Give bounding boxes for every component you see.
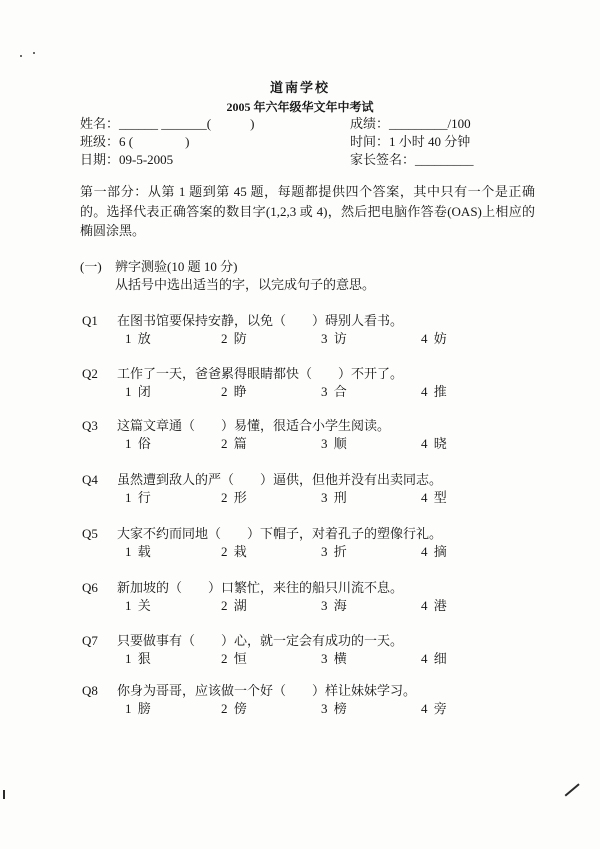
question-q5 (80, 526, 550, 562)
option-1: 1 关 (125, 598, 151, 613)
scan-speck (33, 52, 35, 54)
time-field (350, 134, 470, 150)
time-label: 时间： (350, 134, 390, 149)
school-name: 道南学校 (269, 80, 330, 95)
answer-options (125, 651, 505, 667)
part-one-instruction-line: 椭圆涂黑。 (80, 223, 146, 238)
answer-options (125, 436, 505, 452)
option-4: 4 推 (421, 384, 447, 399)
question-text: 大家不约而同地（ ）下帽子，对着孔子的塑像行礼。 (117, 526, 443, 541)
scan-mark-left (3, 790, 5, 799)
option-4: 4 旁 (421, 701, 447, 716)
time-value: 1 小时 40 分钟 (389, 134, 471, 149)
part-one-instruction-line: 第一部分：从第 1 题到第 45 题，每题都提供四个答案，其中只有一个是正确 (80, 184, 535, 199)
answer-options (125, 598, 505, 614)
answer-options (125, 490, 505, 506)
score-label: 成绩： (350, 116, 390, 131)
option-3: 3 顺 (321, 436, 347, 451)
question-q1 (80, 313, 550, 349)
class-label: 班级： (80, 134, 120, 149)
option-4: 4 摘 (421, 544, 447, 559)
question-number: Q8 (82, 683, 98, 698)
answer-options (125, 544, 505, 560)
section-title: 辨字测验(10 题 10 分) (115, 259, 238, 274)
scan-speck (20, 55, 22, 57)
option-1: 1 膀 (125, 701, 151, 716)
option-3: 3 访 (321, 331, 347, 346)
scan-mark-slash (565, 783, 580, 796)
question-number: Q2 (82, 366, 98, 381)
section-instruction: 从括号中选出适当的字，以完成句子的意思。 (115, 277, 376, 292)
option-2: 2 恒 (221, 651, 247, 666)
option-4: 4 妨 (421, 331, 447, 346)
question-q6 (80, 580, 550, 616)
question-q2 (80, 366, 550, 402)
option-2: 2 篇 (221, 436, 247, 451)
question-number: Q7 (82, 633, 98, 648)
question-number: Q4 (82, 472, 98, 487)
option-2: 2 湖 (221, 598, 247, 613)
question-text: 你身为哥哥，应该做一个好（ ）样让妹妹学习。 (117, 683, 417, 698)
option-2: 2 栽 (221, 544, 247, 559)
option-1: 1 放 (125, 331, 151, 346)
question-q7 (80, 633, 550, 669)
question-q4 (80, 472, 550, 508)
option-2: 2 睁 (221, 384, 247, 399)
parent-signature-field (350, 152, 474, 168)
score-field (350, 116, 471, 132)
option-4: 4 港 (421, 598, 447, 613)
option-3: 3 横 (321, 651, 347, 666)
option-2: 2 傍 (221, 701, 247, 716)
question-number: Q3 (82, 418, 98, 433)
name-field (80, 116, 254, 132)
date-field (80, 152, 173, 168)
option-1: 1 行 (125, 490, 151, 505)
question-text: 这篇文章通（ ）易懂，很适合小学生阅读。 (117, 418, 391, 433)
question-number: Q6 (82, 580, 98, 595)
option-3: 3 折 (321, 544, 347, 559)
question-text: 在图书馆要保持安静，以免（ ）碍别人看书。 (117, 313, 404, 328)
date-value: 09-5-2005 (119, 152, 174, 167)
option-4: 4 晓 (421, 436, 447, 451)
name-value: ______ _______( ) (119, 116, 255, 131)
option-3: 3 海 (321, 598, 347, 613)
parent-signature-label: 家长签名： (350, 152, 416, 167)
option-2: 2 形 (221, 490, 247, 505)
option-1: 1 载 (125, 544, 151, 559)
option-1: 1 闭 (125, 384, 151, 399)
option-4: 4 细 (421, 651, 447, 666)
name-label: 姓名： (80, 116, 120, 131)
question-q3 (80, 418, 550, 454)
question-text: 虽然遭到敌人的严（ ）逼供，但他并没有出卖同志。 (117, 472, 443, 487)
class-field (80, 134, 189, 150)
answer-options (125, 384, 505, 400)
date-label: 日期： (80, 152, 120, 167)
answer-options (125, 331, 505, 347)
parent-signature-value: _________ (415, 152, 474, 167)
option-3: 3 合 (321, 384, 347, 399)
option-3: 3 榜 (321, 701, 347, 716)
question-number: Q5 (82, 526, 98, 541)
class-value: 6 ( ) (119, 134, 190, 149)
question-text: 新加坡的（ ）口繁忙，来往的船只川流不息。 (117, 580, 404, 595)
question-number: Q1 (82, 313, 98, 328)
option-1: 1 狠 (125, 651, 151, 666)
question-q8 (80, 683, 550, 719)
section-number: (一) (80, 259, 102, 274)
exam-title: 2005 年六年级华文年中考试 (226, 100, 374, 114)
answer-options (125, 701, 505, 717)
option-1: 1 俗 (125, 436, 151, 451)
option-4: 4 型 (421, 490, 447, 505)
option-2: 2 防 (221, 331, 247, 346)
question-text: 只要做事有（ ）心，就一定会有成功的一天。 (117, 633, 404, 648)
score-value: _________/100 (389, 116, 471, 131)
question-text: 工作了一天，爸爸累得眼睛都快（ ）不开了。 (117, 366, 404, 381)
option-3: 3 刑 (321, 490, 347, 505)
part-one-instruction-line: 的。选择代表正确答案的数目字(1,2,3 或 4)，然后把电脑作答卷(OAS)上相应的 (80, 204, 535, 219)
